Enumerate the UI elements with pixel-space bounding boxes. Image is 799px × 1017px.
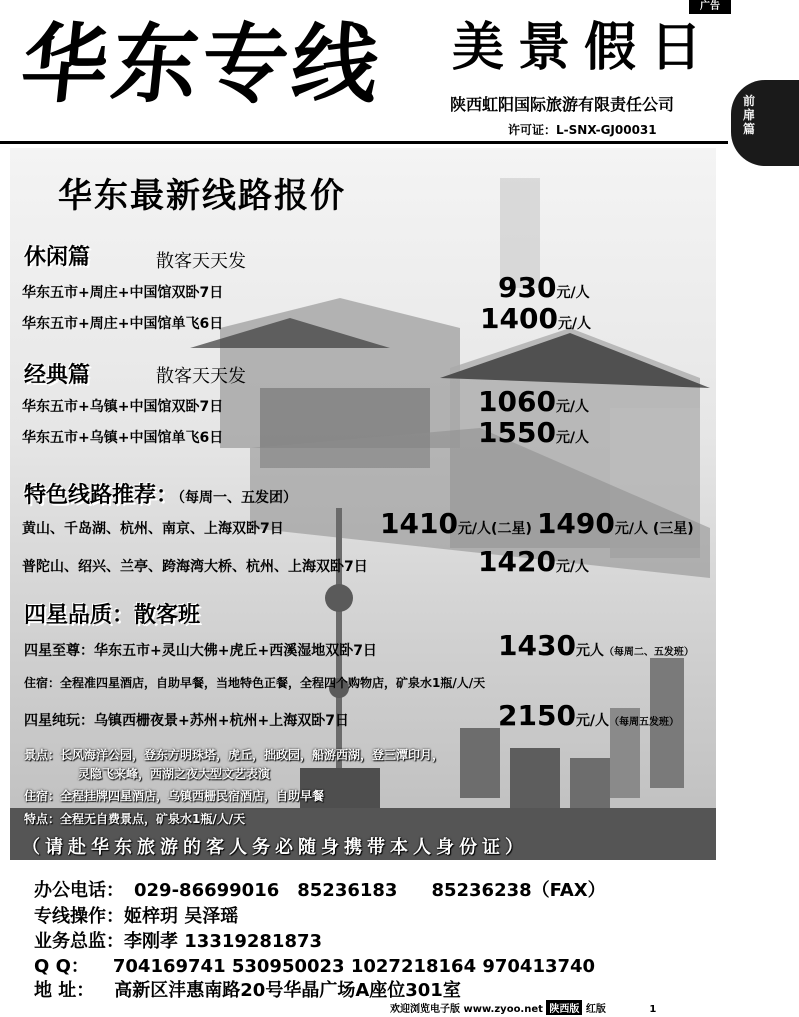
phone-number: 029-86699016: [134, 880, 280, 901]
price-unit: 元/人: [557, 316, 592, 332]
edition-badge: 陕西版: [546, 1000, 582, 1015]
company-name: 陕西虹阳国际旅游有限责任公司: [450, 95, 675, 114]
price-unit: 元/人: [555, 430, 590, 446]
price-value: 1420: [478, 545, 556, 578]
departure-note: （每周二、五发班）: [603, 647, 694, 658]
price-unit: 元/人: [556, 285, 590, 301]
contact-ops: [34, 902, 238, 928]
leisure-note: 散客天天发: [156, 251, 246, 272]
price-unit: 元/人: [555, 399, 590, 415]
featured-header: [24, 478, 297, 509]
classic-note: 散客天天发: [156, 366, 246, 387]
route-price: [380, 507, 694, 540]
route-price: [498, 699, 680, 732]
address: 高新区沣惠南路20号华晶广场A座位301室: [114, 980, 461, 1001]
price-value: 1430: [498, 629, 576, 662]
phone-number: 85236183: [297, 880, 398, 901]
route-name: 华东五市+周庄+中国馆双卧7日: [22, 285, 224, 301]
price-value: 1490: [536, 507, 615, 540]
price-value: 2150: [498, 699, 576, 732]
ad-tag: 广告: [689, 0, 731, 14]
price-value: 1550: [478, 416, 556, 449]
license-number: 许可证：L-SNX-GJ00031: [508, 123, 657, 137]
departure-note: （每周五发班）: [609, 717, 680, 728]
contact-address: [34, 976, 461, 1002]
page-number: 1: [649, 1004, 657, 1015]
contact-qq: [34, 952, 595, 978]
spots-info-cont: 灵隐飞来峰，西湖之夜大型文艺表演: [78, 767, 271, 781]
stay-info: 住宿：全程准四星酒店，自助早餐，当地特色正餐，全程四个购物店，矿泉水1瓶/人/天: [24, 676, 486, 690]
section-heading: 华东最新线路报价: [58, 176, 346, 216]
fax-number: 85236238（FAX）: [431, 880, 606, 901]
section-side-tab: [731, 80, 799, 166]
contact-label: 专线操作：: [34, 906, 124, 927]
features-info: 特点：全程无自费景点，矿泉水1瓶/人/天: [24, 812, 246, 826]
route-name: 华东五市+乌镇+中国馆单飞6日: [22, 430, 224, 446]
price-value: 1400: [480, 302, 558, 335]
price-unit: 元/人 (三星): [614, 521, 694, 537]
classic-title: 经典篇: [24, 363, 91, 388]
route-name: 华东五市+乌镇+中国馆双卧7日: [22, 399, 224, 415]
footer: [390, 1000, 730, 1016]
route-price: [478, 545, 590, 578]
featured-note: （每周一、五发团）: [178, 490, 298, 506]
contact-label: Q Q：: [34, 956, 89, 977]
price-value: 930: [498, 271, 557, 304]
contact-phone: [34, 876, 606, 902]
route-price: [478, 416, 590, 449]
header-divider: [0, 141, 728, 144]
contact-label: 业务总监：: [34, 931, 124, 952]
stay-info: 住宿：全程挂牌四星酒店，乌镇西栅民宿酒店，自助早餐: [24, 789, 325, 803]
price-value: 1060: [478, 385, 556, 418]
price-value: 1410: [380, 507, 458, 540]
route-name: 四星纯玩：乌镇西栅夜景+苏州+杭州+上海双卧7日: [24, 713, 349, 729]
four-star-title: 四星品质：散客班: [24, 603, 201, 628]
edition-label: 红版: [585, 1004, 606, 1015]
route-price: [480, 302, 592, 335]
route-name: 黄山、千岛湖、杭州、南京、上海双卧7日: [22, 521, 284, 537]
route-name: 四星至尊：华东五市+灵山大佛+虎丘+西溪湿地双卧7日: [24, 643, 377, 659]
route-price: [478, 385, 590, 418]
featured-title: 特色线路推荐：: [24, 483, 179, 508]
side-tab-label: 前扉篇: [743, 94, 756, 136]
id-notice: （请赴华东旅游的客人务必随身携带本人身份证）: [22, 837, 528, 858]
spots-info: 景点：长风海洋公园，登东方明珠塔，虎丘，拙政园，船游西湖，登三潭印月，: [24, 748, 445, 762]
contact-director: [34, 927, 322, 953]
price-unit: 元/人: [555, 559, 590, 575]
brand-name: 美景假日: [452, 17, 717, 78]
page-title: 华东专线: [16, 14, 388, 115]
contact-label: 办公电话：: [34, 880, 124, 901]
leisure-title: 休闲篇: [24, 245, 91, 270]
contact-label: 地 址：: [34, 980, 95, 1001]
ops-names: 姬梓玥 吴泽瑶: [124, 906, 239, 927]
director-info: 李刚孝 13319281873: [124, 931, 323, 952]
route-price: [498, 271, 590, 304]
qq-numbers: 704169741 530950023 1027218164 970413740: [112, 956, 596, 977]
route-price: [498, 629, 694, 662]
footer-site: 欢迎浏览电子版 www.zyoo.net: [390, 1004, 543, 1015]
price-unit: 元人: [575, 643, 604, 659]
price-unit: 元/人: [575, 713, 610, 729]
route-name: 华东五市+周庄+中国馆单飞6日: [22, 316, 224, 332]
price-unit: 元/人(二星): [457, 521, 532, 537]
route-name: 普陀山、绍兴、兰亭、跨海湾大桥、杭州、上海双卧7日: [22, 559, 368, 575]
